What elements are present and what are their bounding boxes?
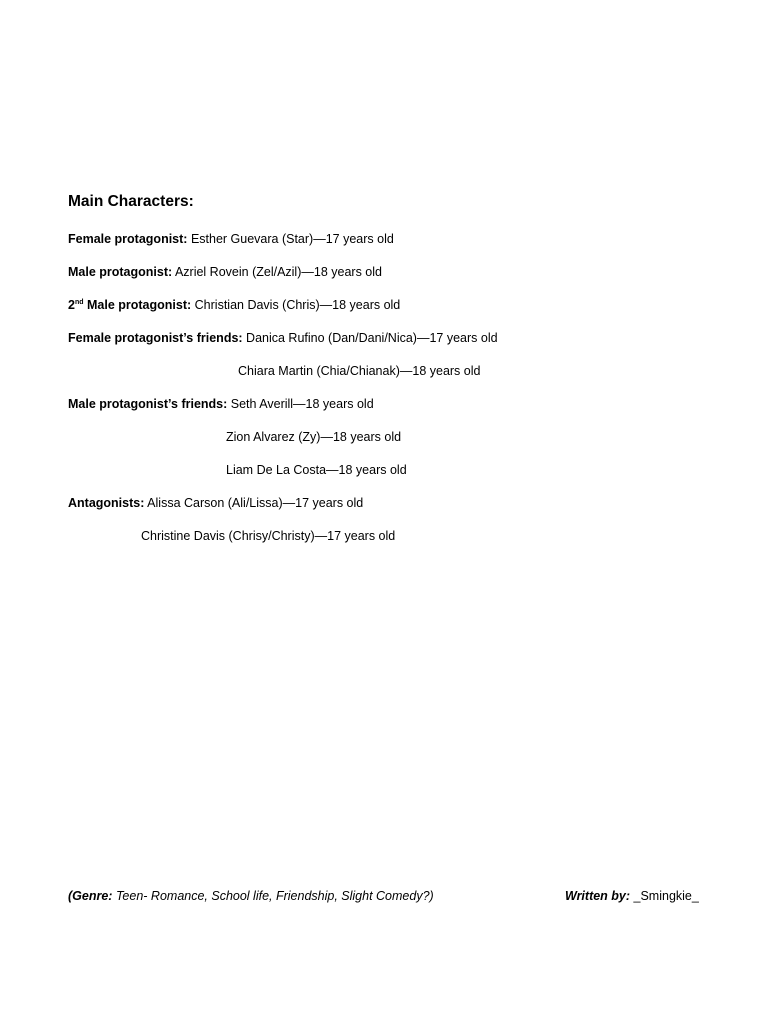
- female-friends-line-2: [238, 363, 480, 379]
- second-male-protagonist-label: Male protagonist:: [83, 298, 192, 312]
- antagonist-entry: Alissa Carson (Ali/Lissa)—17 years old: [144, 496, 364, 510]
- female-friends-line: [68, 330, 498, 346]
- male-friend-entry: Liam De La Costa—18 years old: [226, 463, 407, 477]
- male-friends-label: Male protagonist’s friends:: [68, 397, 228, 411]
- author-credit: [565, 889, 699, 903]
- male-protagonist-line: [68, 264, 382, 280]
- antagonists-label: Antagonists:: [68, 496, 145, 510]
- male-protagonist-label: Male protagonist:: [68, 265, 173, 279]
- antagonists-line: [68, 495, 363, 511]
- second-male-protagonist-line: [68, 297, 400, 313]
- second-male-protagonist-value: Christian Davis (Chris)—18 years old: [191, 298, 401, 312]
- male-friends-line-2: [226, 429, 401, 445]
- main-characters-heading: Main Characters:: [68, 193, 194, 210]
- female-protagonist-line: [68, 231, 394, 247]
- female-friend-entry: Chiara Martin (Chia/Chianak)—18 years old: [238, 364, 481, 378]
- male-friend-entry: Seth Averill—18 years old: [227, 397, 374, 411]
- genre-open-paren: (: [68, 889, 73, 903]
- genre-value: Teen- Romance, School life, Friendship, Slight Comedy?): [112, 889, 434, 903]
- female-protagonist-value: Esther Guevara (Star)—17 years old: [187, 232, 394, 246]
- genre-label: Genre:: [72, 889, 113, 903]
- male-friend-entry: Zion Alvarez (Zy)—18 years old: [226, 430, 402, 444]
- female-protagonist-label: Female protagonist:: [68, 232, 188, 246]
- written-by-label: Written by:: [565, 889, 631, 903]
- antagonists-line-2: [141, 528, 395, 544]
- author-name: _Smingkie_: [630, 889, 699, 903]
- male-friends-line: [68, 396, 374, 412]
- female-friend-entry: Danica Rufino (Dan/Dani/Nica)—17 years old: [242, 331, 498, 345]
- male-protagonist-value: Azriel Rovein (Zel/Azil)—18 years old: [172, 265, 382, 279]
- second-ordinal-number: 2: [68, 298, 75, 312]
- male-friends-line-3: [226, 462, 407, 478]
- female-friends-label: Female protagonist’s friends:: [68, 331, 243, 345]
- second-ordinal-suffix: nd: [74, 299, 84, 306]
- genre-note: [68, 889, 434, 903]
- antagonist-entry: Christine Davis (Chrisy/Christy)—17 years old: [141, 529, 396, 543]
